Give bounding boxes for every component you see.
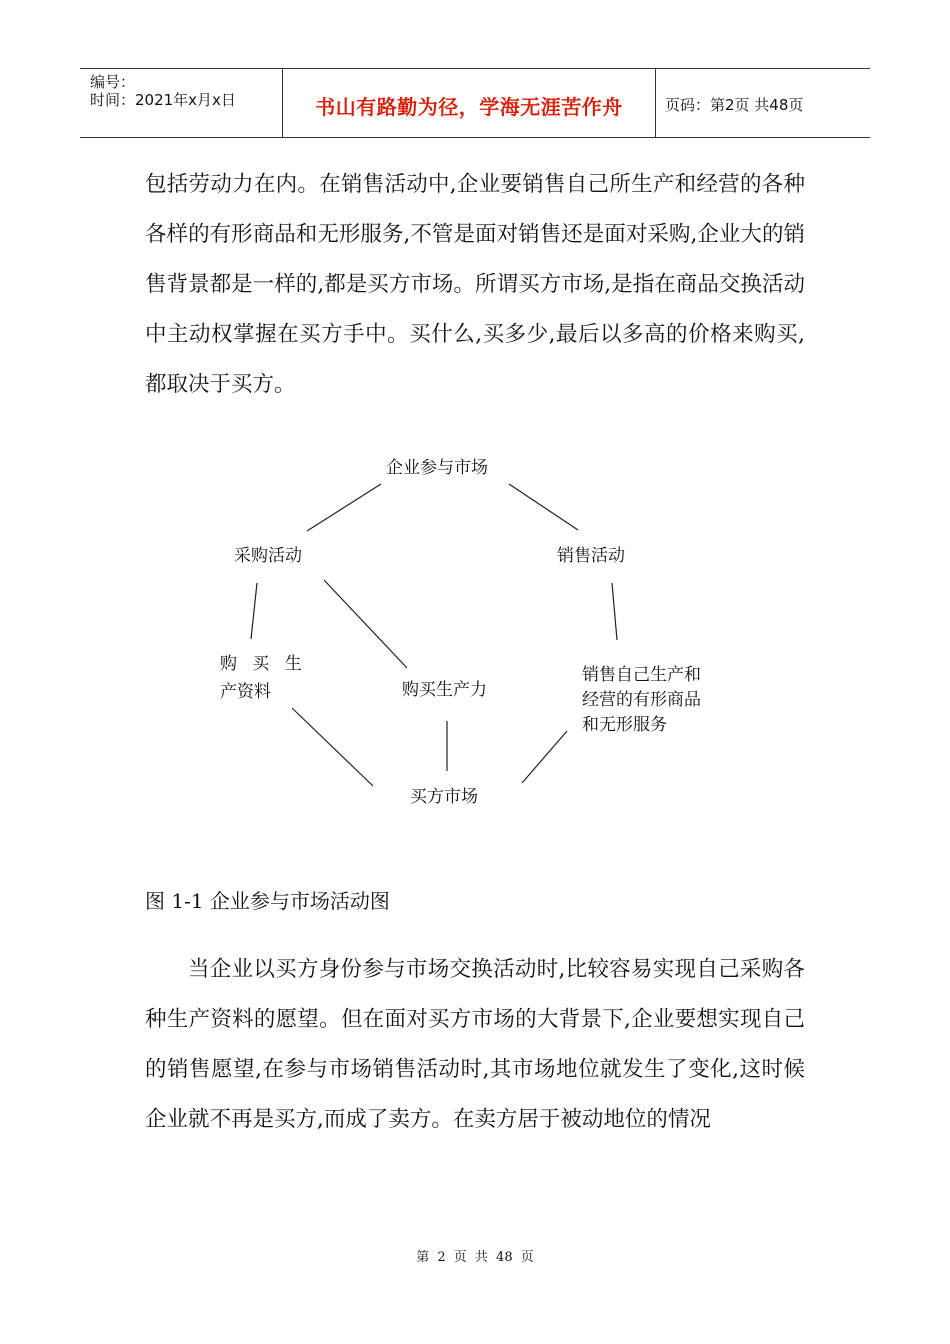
node-sell-goods-line3: 和无形服务 — [582, 715, 667, 735]
header-meta-cell — [80, 69, 282, 137]
figure-caption: 图 1-1 企业参与市场活动图 — [145, 889, 390, 913]
node-buy-materials-line2: 产资料 — [220, 682, 271, 702]
connector-sales-to-goods — [612, 583, 617, 640]
header-page-cell — [655, 69, 870, 137]
node-buyer-market: 买方市场 — [410, 787, 478, 807]
node-enterprise-in-market: 企业参与市场 — [386, 458, 488, 478]
connector-top-to-purchase — [307, 484, 381, 531]
document-date-label: 时间：2021年x月x日 — [90, 91, 236, 109]
body-paragraph-2: 当企业以买方身份参与市场交换活动时,比较容易实现自己采购各种生产资料的愿望。但在面对买方市场的大背景下,企业要想实现自己的销售愿望,在参与市场销售活动时,其市场地位就发生了变化,这时候企业就不再是买方,而成了卖方。在卖方居于被动地位的情况 — [145, 957, 805, 1132]
page-footer: 第 2 页 共 48 页 — [416, 1250, 534, 1265]
connector-top-to-sales — [509, 484, 578, 530]
header-motto-cell — [282, 69, 656, 137]
header-page-number: 页码：第2页 共48页 — [665, 96, 804, 114]
connector-purchase-to-productivity — [324, 580, 407, 668]
node-sales-activity: 销售活动 — [557, 546, 625, 566]
node-buy-productivity: 购买生产力 — [402, 680, 487, 700]
header-motto: 书山有路勤为径，学海无涯苦作舟 — [315, 95, 623, 119]
page-header — [80, 68, 870, 138]
diagram-connectors — [0, 440, 950, 830]
node-purchase-activity: 采购活动 — [234, 546, 302, 566]
market-activity-diagram — [0, 440, 950, 830]
node-sell-goods-line2: 经营的有形商品 — [582, 690, 701, 710]
document-number-label: 编号： — [90, 73, 136, 91]
node-sell-goods-line1: 销售自己生产和 — [582, 665, 701, 685]
connector-materials-to-market — [292, 708, 373, 786]
body-paragraph-1: 包括劳动力在内。在销售活动中,企业要销售自己所生产和经营的各种各样的有形商品和无形服务,不管是面对销售还是面对采购,企业大的销售背景都是一样的,都是买方市场。所谓买方市场,是指在商品交换活动中主动权掌握在买方手中。买什么,买多少,最后以多高的价格来购买,都取决于买方。 — [145, 172, 805, 397]
connector-purchase-to-materials — [251, 583, 257, 639]
node-buy-materials-line1: 购 买 生 — [220, 654, 307, 674]
connector-goods-to-market — [522, 731, 567, 783]
